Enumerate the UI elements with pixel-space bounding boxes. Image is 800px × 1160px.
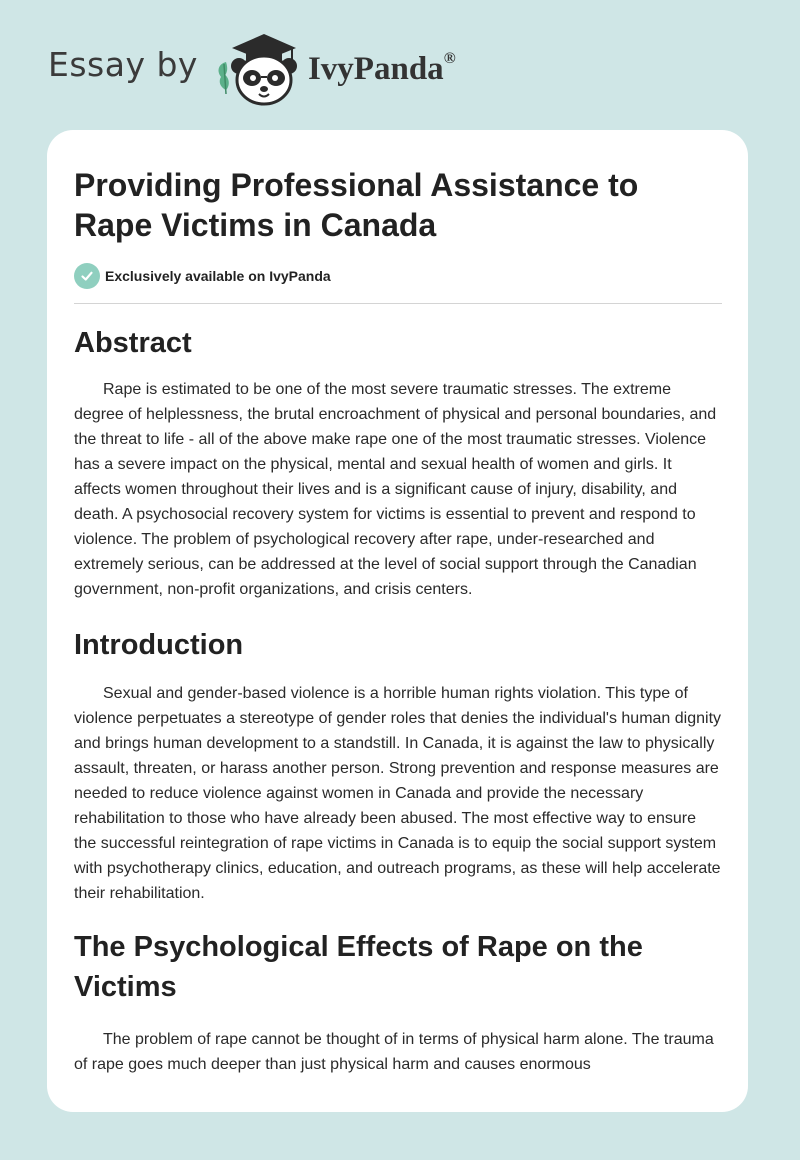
check-circle-icon bbox=[74, 263, 100, 289]
article-card bbox=[47, 130, 748, 1112]
section-psychological-effects bbox=[74, 927, 722, 1077]
panda-graduate-icon bbox=[212, 28, 304, 108]
brand-name: IvyPanda® bbox=[307, 49, 456, 87]
section-paragraph: The problem of rape cannot be thought of in terms of physical harm alone. The trauma of rape goes much deeper than just physical harm and causes enormous bbox=[74, 1031, 714, 1073]
article-title: Providing Professional Assistance to Rape Victims in Canada bbox=[74, 167, 639, 243]
brand-header bbox=[48, 30, 456, 110]
section-paragraph: Sexual and gender-based violence is a horrible human rights violation. This type of violence perpetuates a stereotype of gender roles that denies the individual's human dignity and brings human development to a standstill. In Canada, it is against the law to physically assault, threaten, or harass another person. Strong prevention and response measures are needed to reduce violence against women in Canada and provide the necessary rehabilitation to those who have already been abused. The most effective way to ensure the successful reintegration of rape victims in Canada is to equip the social support system with psychotherapy clinics, education, and outreach programs, as these will help accelerate their rehabilitation. bbox=[74, 685, 722, 902]
section-introduction bbox=[74, 625, 722, 906]
brand-prefix: Essay by bbox=[48, 44, 198, 84]
section-abstract bbox=[74, 323, 722, 602]
section-heading: The Psychological Effects of Rape on the Victims bbox=[74, 931, 643, 1003]
section-heading: Abstract bbox=[74, 327, 192, 359]
section-heading: Introduction bbox=[74, 629, 244, 661]
exclusive-label: Exclusively available on IvyPanda bbox=[105, 268, 331, 284]
exclusive-badge bbox=[74, 263, 331, 289]
section-paragraph: Rape is estimated to be one of the most severe traumatic stresses. The extreme degree of helplessness, the brutal encroachment of physical and personal boundaries, and the threat to life - all of the above make rape one of the most traumatic stresses. Violence has a severe impact on the physical, mental and sexual health of women and girls. It affects women throughout their lives and is a significant cause of injury, disability, and death. A psychosocial recovery system for victims is essential to prevent and respond to violence. The problem of psychological recovery after rape, under-researched and extremely serious, can be addressed at the level of social support through the Canadian government, non-profit organizations, and crisis centers. bbox=[74, 381, 717, 598]
divider bbox=[74, 303, 722, 304]
